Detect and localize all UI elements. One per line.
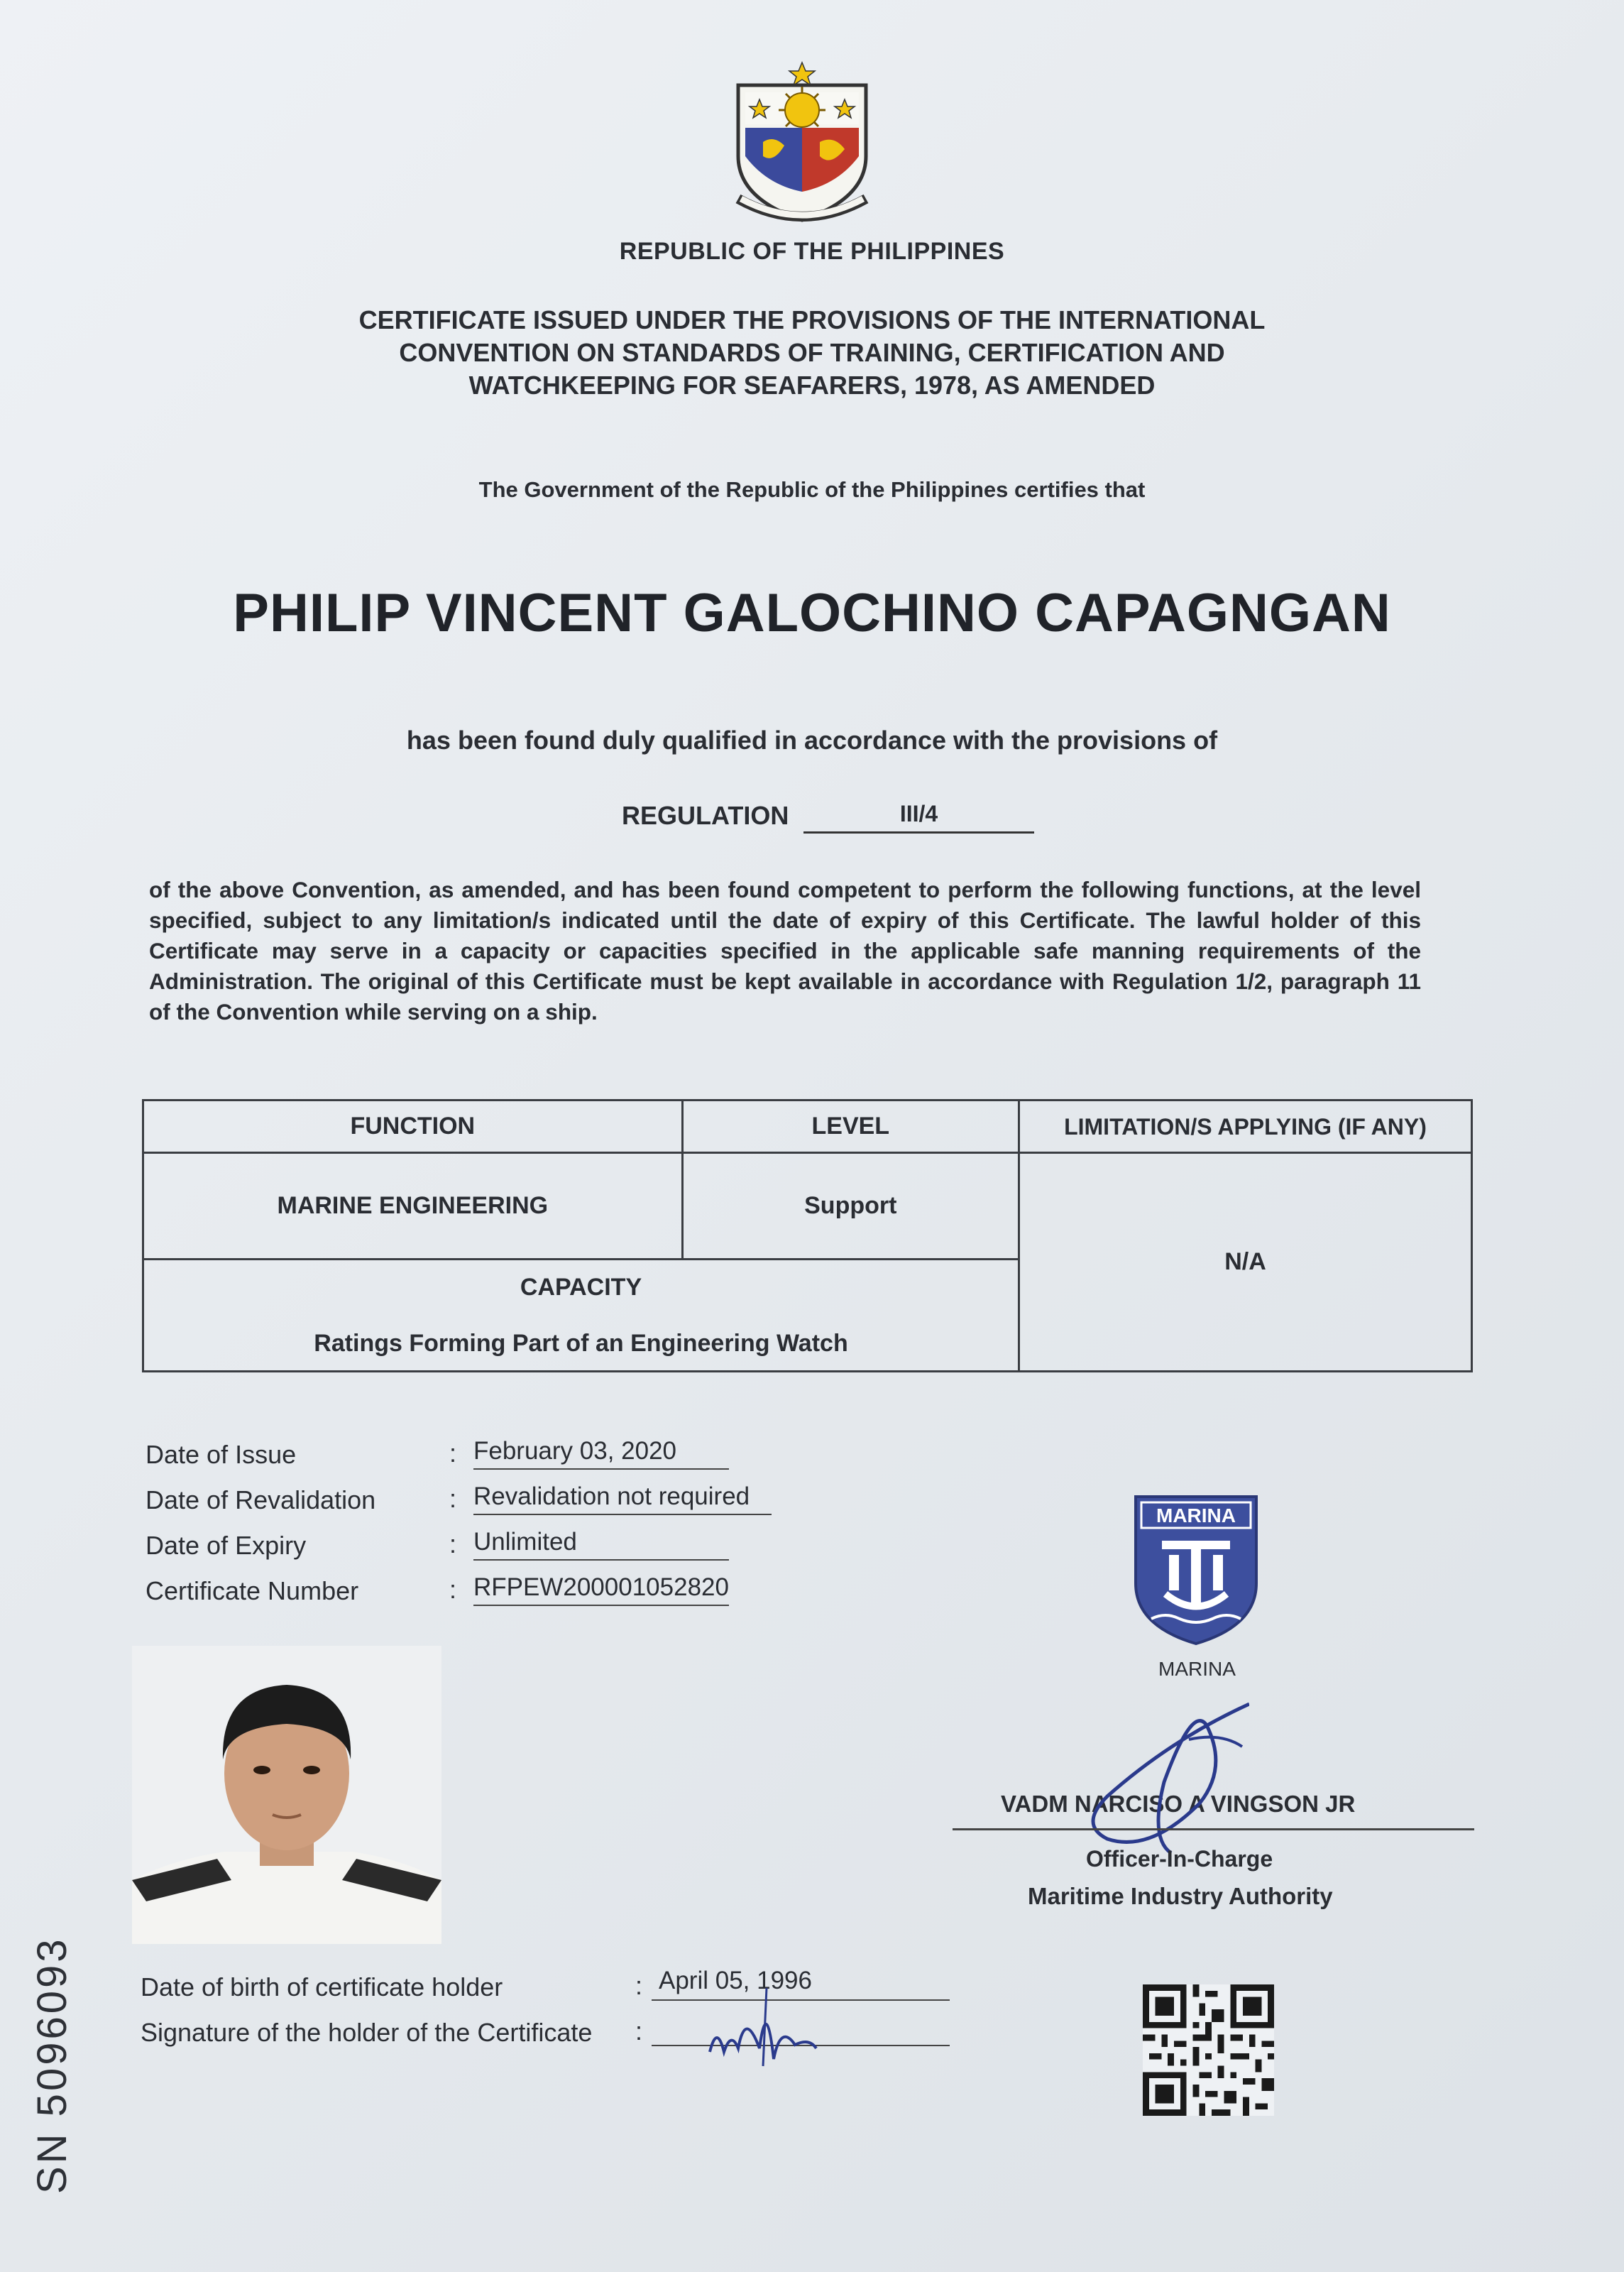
officer-signature-line bbox=[953, 1828, 1474, 1830]
holder-signature bbox=[703, 1981, 823, 2073]
capacity-value: Ratings Forming Part of an Engineering Watch bbox=[314, 1329, 848, 1357]
revalidation-date-label: Date of Revalidation bbox=[146, 1485, 376, 1514]
limitations-value: N/A bbox=[1019, 1153, 1471, 1372]
colon-separator: : bbox=[449, 1438, 457, 1468]
limitations-header: LIMITATION/S APPLYING (IF ANY) bbox=[1019, 1100, 1471, 1153]
colon-separator: : bbox=[449, 1529, 457, 1558]
regulation-value: III/4 bbox=[803, 801, 1034, 834]
colon-separator: : bbox=[635, 1971, 643, 2000]
competence-paragraph: of the above Convention, as amended, and has been found competent to perform the following functions, at the level specified, subject to any limitation/s indicated until the date of expiry of this Certificate. The lawful holder of this Certificate may serve in a capacity or capacities specified in the applicable safe manning requirements of the Administration. The original of this Certificate must be kept available in accordance with Regulation 1/2, paragraph 11 of the Convention while serving on a ship. bbox=[149, 877, 1421, 1025]
dob-value: April 05, 1996 bbox=[652, 1967, 950, 2001]
issue-date-value: February 03, 2020 bbox=[473, 1437, 729, 1470]
issue-date-label: Date of Issue bbox=[146, 1440, 297, 1469]
expiry-date-label: Date of Expiry bbox=[146, 1531, 307, 1560]
qr-code-icon bbox=[1143, 1984, 1274, 2116]
certificate-title-line: WATCHKEEPING FOR SEAFARERS, 1978, AS AMENDED bbox=[468, 371, 1156, 400]
marina-logo-text: MARINA bbox=[1156, 1504, 1236, 1526]
colon-separator: : bbox=[635, 2016, 643, 2046]
level-header: LEVEL bbox=[682, 1100, 1019, 1153]
function-header: FUNCTION bbox=[143, 1100, 683, 1153]
officer-title: Officer-In-Charge bbox=[1086, 1846, 1273, 1872]
philippine-seal-icon bbox=[724, 57, 880, 227]
agency-name: Maritime Industry Authority bbox=[1028, 1883, 1333, 1909]
expiry-date-value: Unlimited bbox=[473, 1528, 729, 1561]
government-certifies-text: The Government of the Republic of the Philippines certifies that bbox=[478, 477, 1146, 502]
holder-photo bbox=[132, 1646, 441, 1944]
officer-signature bbox=[1065, 1683, 1249, 1860]
certificate-number-value: RFPEW200001052820 bbox=[473, 1573, 729, 1606]
certificate-title-line: CERTIFICATE ISSUED UNDER THE PROVISIONS OF THE INTERNATIONAL bbox=[358, 305, 1266, 334]
republic-heading: REPUBLIC OF THE PHILIPPINES bbox=[619, 238, 1005, 265]
holder-signature-label: Signature of the holder of the Certificate bbox=[141, 2018, 593, 2047]
holder-name: PHILIP VINCENT GALOCHINO CAPAGNGAN bbox=[233, 583, 1391, 643]
qualified-text: has been found duly qualified in accordance with the provisions of bbox=[406, 726, 1218, 755]
function-value: MARINE ENGINEERING bbox=[143, 1153, 683, 1260]
marina-caption: MARINA bbox=[1158, 1658, 1236, 1680]
dob-label: Date of birth of certificate holder bbox=[141, 1972, 503, 2001]
officer-name: VADM NARCISO A VINGSON JR bbox=[1001, 1791, 1356, 1817]
colon-separator: : bbox=[449, 1575, 457, 1604]
revalidation-date-value: Revalidation not required bbox=[473, 1482, 772, 1515]
capacity-cell bbox=[143, 1260, 1019, 1372]
capacity-label: CAPACITY bbox=[520, 1273, 642, 1301]
certificate-title-line: CONVENTION ON STANDARDS OF TRAINING, CERTIFICATION AND bbox=[399, 338, 1225, 367]
regulation-label: REGULATION bbox=[622, 801, 789, 830]
colon-separator: : bbox=[449, 1484, 457, 1513]
level-value: Support bbox=[682, 1153, 1019, 1260]
function-table bbox=[142, 1099, 1473, 1372]
marina-logo-icon bbox=[1130, 1491, 1262, 1647]
serial-number: SN 5096093 bbox=[29, 1936, 75, 2194]
certificate-title bbox=[213, 304, 1411, 402]
certificate-number-label: Certificate Number bbox=[146, 1576, 359, 1605]
